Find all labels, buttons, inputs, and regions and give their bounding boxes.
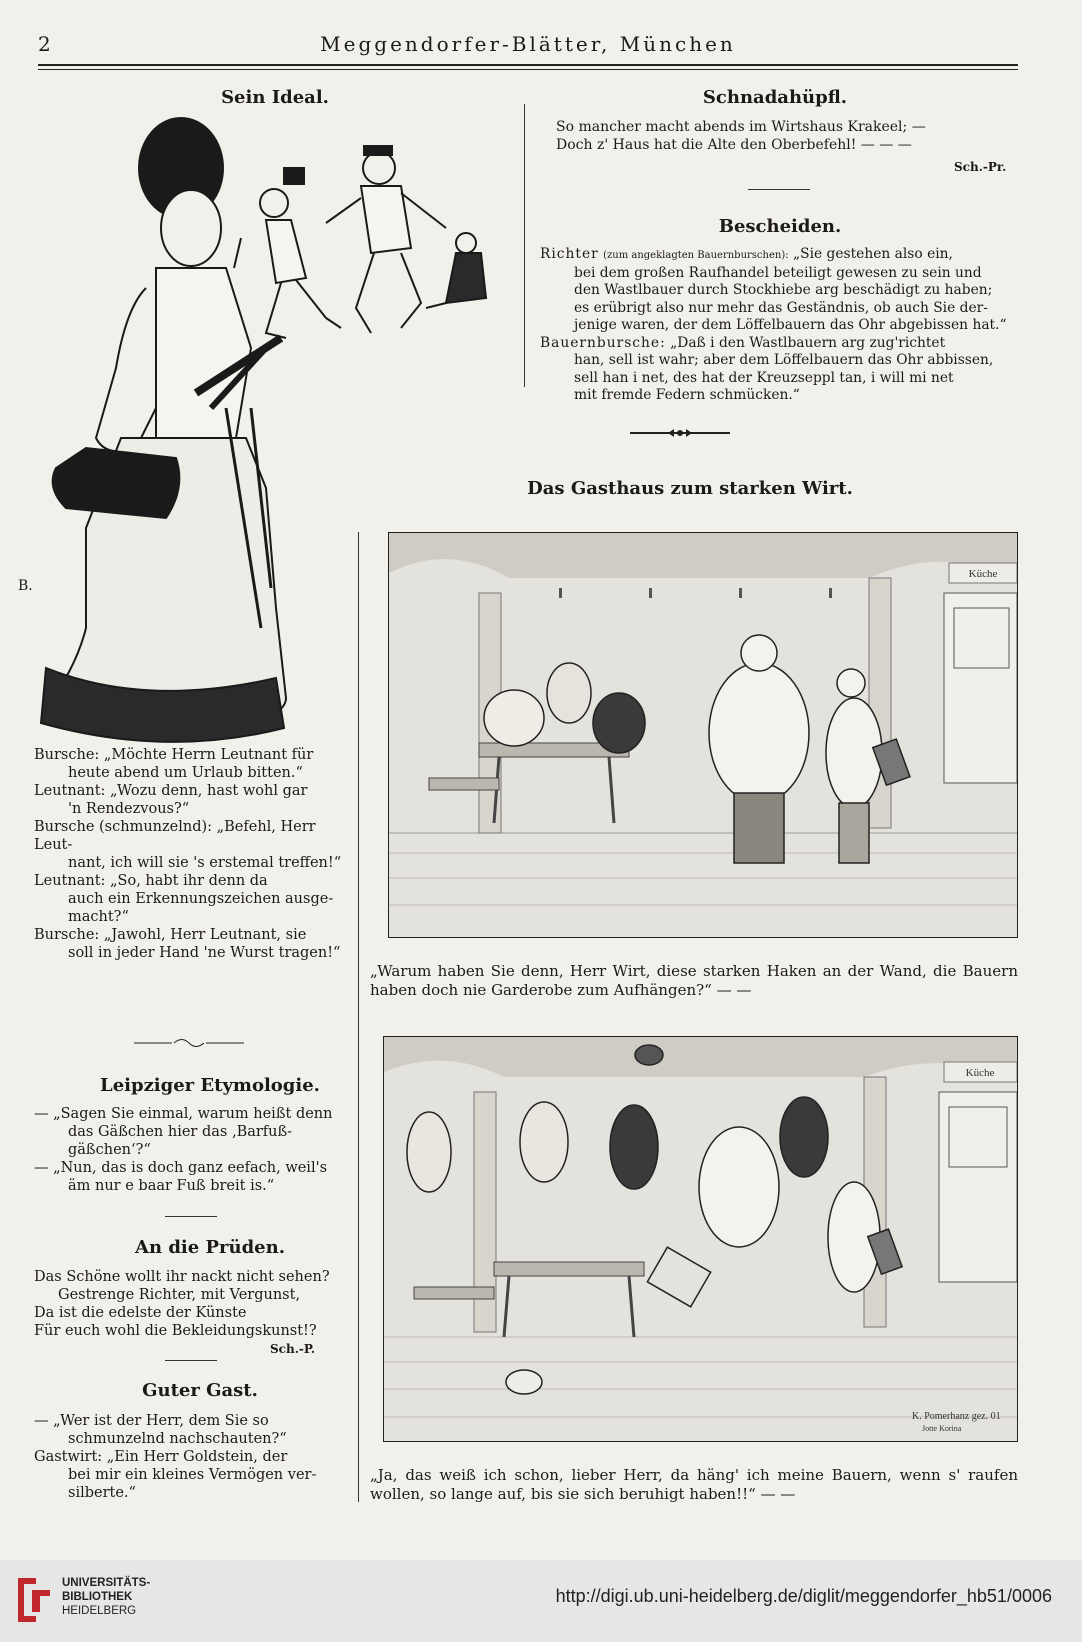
artist-signature-sub: Jotte Korina — [922, 1424, 962, 1433]
bescheiden-dialogue — [540, 246, 1018, 405]
text-line: es erübrigt also nur mehr das Geständnis, ob auch Sie der- — [574, 299, 988, 316]
gasthaus-caption-1: „Warum haben Sie denn, Herr Wirt, diese starken Haken an der Wand, die Bauern haben doch nie Garderobe zum Aufhängen?“ — — — [370, 962, 1018, 999]
dialogue-line: heute abend um Urlaub bitten.“ — [68, 765, 303, 781]
artist-mark: B. — [18, 578, 33, 594]
dialogue-line: macht?“ — [68, 909, 129, 925]
text-line: mit fremde Federn schmücken.“ — [574, 387, 800, 403]
section-rule — [165, 1216, 217, 1217]
university-library-logo-icon — [14, 1572, 54, 1628]
poem-line: Für euch wohl die Bekleidungskunst!? — [34, 1323, 317, 1339]
section-rule — [165, 1360, 217, 1361]
digitization-footer — [0, 1560, 1082, 1642]
text-line: silberte.“ — [68, 1485, 136, 1501]
verse-line: Doch z' Haus hat die Alte den Oberbefehl! — — — — [556, 137, 912, 153]
header-rule-thin — [38, 69, 1018, 70]
dialogue-line: soll in jeder Hand 'ne Wurst tragen!“ — [68, 945, 341, 961]
sein-ideal-title: Sein Ideal. — [221, 87, 329, 108]
gasthaus-caption-2: „Ja, das weiß ich schon, lieber Herr, da häng' ich meine Bauern, wenn s' raufen wollen, so lange auf, bis sie sich beruhigt haben!!“ — — — [370, 1466, 1018, 1503]
speaker-label: Richter — [540, 246, 599, 262]
text-line: Gastwirt: „Ein Herr Goldstein, der — [34, 1449, 288, 1465]
running-title: Meggendorfer-Blätter, München — [320, 32, 736, 56]
schnadahuepfl-verse — [556, 118, 1006, 154]
text-line: schmunzelnd nachschauten?“ — [68, 1431, 287, 1447]
section-rule — [748, 189, 810, 190]
artist-signature: K. Pomerhanz gez. 01 — [912, 1411, 1001, 1422]
text-line: „Sie gestehen also ein, — [792, 246, 953, 262]
dialogue-line: auch ein Erkennungszeichen ausge- — [68, 891, 334, 907]
header-rule — [38, 64, 1018, 66]
prueden-poem — [34, 1268, 354, 1340]
text-line: sell han i net, des hat der Kreuzseppl tan, i will mi net — [574, 369, 954, 386]
column-divider — [524, 104, 525, 387]
bescheiden-title: Bescheiden. — [718, 216, 842, 237]
text-line: gäßchen‘?“ — [68, 1142, 151, 1158]
text-line: den Wastlbauer durch Stockhiebe arg beschädigt zu haben; — [574, 282, 993, 298]
gasthaus-title: Das Gasthaus zum starken Wirt. — [527, 478, 853, 499]
schnadahuepfl-signature: Sch.-Pr. — [954, 160, 1007, 174]
text-line: bei mir ein kleines Vermögen ver- — [68, 1467, 317, 1483]
dialogue-line: Leutnant: „So, habt ihr denn da — [34, 873, 268, 889]
dialogue-line: Bursche: „Möchte Herrn Leutnant für — [34, 747, 314, 763]
poem-line: Das Schöne wollt ihr nackt nicht sehen? — [34, 1269, 330, 1285]
dialogue-line: Bursche: „Jawohl, Herr Leutnant, sie — [34, 927, 307, 943]
prueden-title: An die Prüden. — [135, 1237, 285, 1258]
schnadahuepfl-title: Schnadahüpfl. — [702, 87, 848, 108]
text-line: — „Nun, das is doch ganz eefach, weil's — [34, 1160, 328, 1176]
institution-name — [62, 1576, 150, 1618]
kueche-sign: Küche — [968, 568, 998, 580]
dialogue-line: Bursche (schmunzelnd): „Befehl, Herr Leut- — [34, 819, 316, 853]
text-line: bei dem großen Raufhandel beteiligt gewesen zu sein und — [574, 264, 982, 281]
kueche-sign: Küche — [965, 1067, 995, 1079]
prueden-signature: Sch.-P. — [270, 1342, 316, 1356]
tavern-scene-brawl — [383, 1036, 1018, 1442]
institution-line: UNIVERSITÄTS- — [62, 1577, 151, 1589]
leipziger-text — [34, 1105, 344, 1195]
dialogue-line: Leutnant: „Wozu denn, hast wohl gar — [34, 783, 308, 799]
institution-line: BIBLIOTHEK — [62, 1591, 133, 1603]
text-line: äm nur e baar Fuß breit is.“ — [68, 1178, 275, 1194]
tavern-calm-drawing — [389, 533, 1017, 937]
tavern-scene-calm — [388, 532, 1018, 938]
dialogue-line: 'n Rendezvous?“ — [68, 801, 190, 817]
poem-line: Gestrenge Richter, mit Vergunst, — [58, 1287, 301, 1303]
sein-ideal-dialogue — [34, 746, 344, 962]
dialogue-line: nant, ich will sie 's erstemal treffen!“ — [68, 855, 342, 871]
institution-line: HEIDELBERG — [62, 1605, 137, 1617]
text-line: — „Wer ist der Herr, dem Sie so — [34, 1413, 269, 1429]
ornament-divider — [134, 1036, 244, 1050]
speaker-label: Bauernbursche: — [540, 334, 666, 351]
column-divider — [358, 532, 359, 1502]
page-number: 2 — [38, 32, 51, 56]
tavern-brawl-drawing — [384, 1037, 1017, 1441]
text-line: han, sell ist wahr; aber dem Löffelbauern das Ohr abbissen, — [574, 352, 994, 368]
poem-line: Da ist die edelste der Künste — [34, 1305, 247, 1321]
ornament-divider — [630, 426, 730, 440]
text-line: — „Sagen Sie einmal, warum heißt denn — [34, 1106, 333, 1122]
source-url-link[interactable]: http://digi.ub.uni-heidelberg.de/diglit/meggendorfer_hb51/0006 — [555, 1586, 1052, 1606]
gast-title: Guter Gast. — [142, 1380, 258, 1401]
gast-text — [34, 1412, 344, 1502]
text-line: das Gäßchen hier das ‚Barfuß- — [68, 1124, 293, 1140]
leipziger-title: Leipziger Etymologie. — [100, 1075, 320, 1096]
page-header — [38, 28, 1018, 58]
text-line: jenige waren, der dem Löffelbauern das Ohr abgebissen hat.“ — [574, 317, 1007, 333]
text-line: „Daß i den Wastlbauern arg zug'richtet — [670, 334, 946, 351]
stage-note: (zum angeklagten Bauernburschen): — [603, 250, 789, 261]
verse-line: So mancher macht abends im Wirtshaus Krakeel; — — [556, 119, 926, 135]
